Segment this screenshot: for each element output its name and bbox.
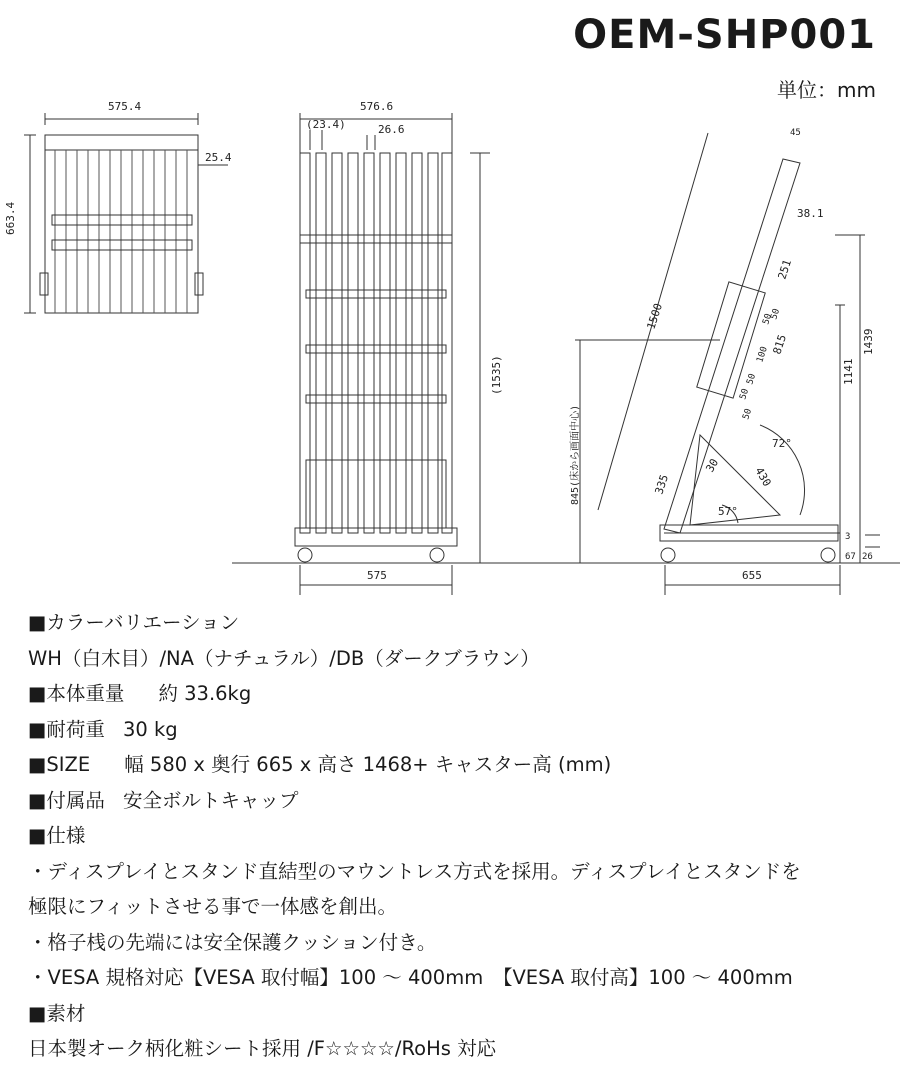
weight-value: 約 33.6kg	[158, 682, 252, 705]
model-title: OEM-SHP001	[573, 12, 876, 58]
side-view	[575, 133, 880, 595]
dim-angle2: 57°	[718, 505, 738, 518]
dim-d1: 38.1	[797, 207, 824, 220]
dim-h1: 1439	[862, 328, 875, 355]
size-label: ■SIZE	[28, 753, 91, 776]
spec-list	[28, 605, 888, 1067]
dim-center: 845(床から画面中心)	[570, 404, 581, 505]
dim-d6: 100	[755, 345, 770, 364]
dim-small3: 26	[862, 552, 873, 562]
dim-base-width: 575	[367, 569, 387, 582]
dim-side-depth: 655	[742, 569, 762, 582]
spec-line-3: ・格子桟の先端には安全保護クッション付き。	[28, 930, 437, 954]
dim-top-offset: 25.4	[205, 151, 232, 164]
unit-label: 単位：mm	[777, 78, 876, 102]
load-value: 30 kg	[122, 717, 178, 741]
weight-row	[28, 676, 888, 712]
load-row	[28, 712, 888, 748]
dim-front-height: (1535)	[490, 355, 503, 395]
dim-d5: 815	[770, 333, 789, 356]
front-view	[295, 113, 490, 595]
dim-d4: 50	[769, 307, 783, 321]
dim-d7: 50	[745, 372, 759, 386]
dim-front-width: 576.6	[360, 100, 394, 113]
dim-h2: 1141	[842, 358, 855, 385]
dim-top-depth: 663.4	[4, 201, 17, 235]
dim-d9: 50	[741, 407, 755, 421]
accessory-row	[28, 783, 888, 819]
dim-brace: 30	[703, 456, 722, 475]
dim-d8: 50	[738, 387, 752, 401]
dim-top-depth-side: 45	[790, 128, 801, 138]
spec-line-2: 極限にフィットさせる事で一体感を創出。	[28, 895, 397, 918]
size-value: 幅 580 x 奥行 665 x 高さ 1468+ キャスター高 (mm)	[124, 753, 612, 776]
spec-line-4: ・VESA 規格対応【VESA 取付幅】100 ～ 400mm 【VESA 取付高】100 ～ 400mm	[28, 966, 793, 989]
dim-small1: 3	[845, 532, 851, 542]
size-row	[28, 747, 888, 783]
load-label: ■耐荷重	[28, 717, 105, 741]
dim-brace-len: 430	[752, 465, 774, 489]
technical-drawing	[0, 95, 900, 605]
top-view	[24, 113, 228, 313]
color-heading: ■カラーバリエーション	[28, 611, 240, 634]
color-values: WH（白木目）/NA（ナチュラル）/DB（ダークブラウン）	[28, 646, 540, 670]
weight-label: ■本体重量	[28, 682, 125, 705]
dim-small2: 67	[845, 552, 856, 562]
material-value: 日本製オーク柄化粧シート採用 /F☆☆☆☆/RoHs 対応	[28, 1037, 497, 1060]
dim-angle1: 72°	[772, 437, 792, 450]
accessory-value: 安全ボルトキャップ	[122, 788, 299, 812]
material-heading: ■素材	[28, 1001, 86, 1025]
dim-leg: 335	[652, 473, 671, 496]
dim-slat-pitch: (23.4)	[306, 118, 346, 131]
dim-d3: 50	[761, 312, 775, 326]
dim-top-width: 575.4	[108, 100, 142, 113]
spec-heading: ■仕様	[28, 824, 86, 847]
accessory-label: ■付属品	[28, 788, 105, 812]
dim-slat-width: 26.6	[378, 123, 405, 136]
dim-d2: 251	[775, 258, 794, 281]
spec-line-1: ・ディスプレイとスタンド直結型のマウントレス方式を採用。ディスプレイとスタンドを	[28, 859, 801, 883]
dim-diag: 1500	[644, 301, 666, 331]
